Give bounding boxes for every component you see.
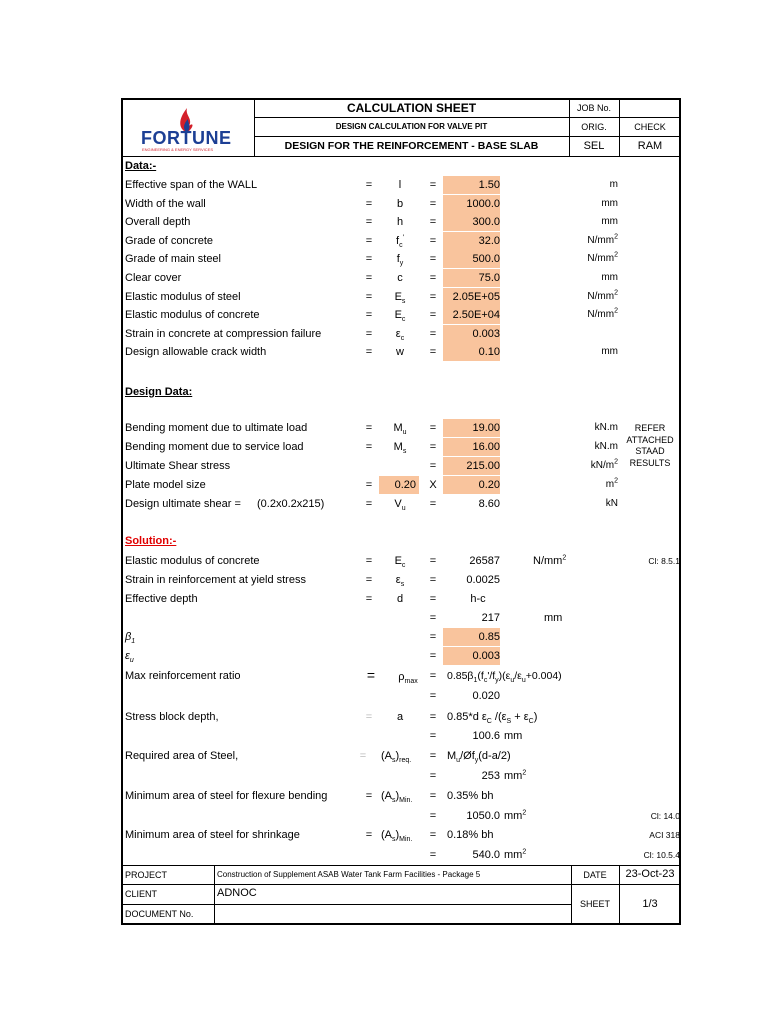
- data-row-value-1: 1000.0: [466, 197, 500, 210]
- check-value: RAM: [637, 140, 663, 152]
- data-row-eq2-4: =: [429, 253, 437, 266]
- data-row-unit-3: $N/mm^2$: [587, 233, 618, 246]
- as-min-flexure-value: 1050.0: [466, 810, 500, 822]
- as-min-shrinkage-unit: $mm^2$: [504, 848, 527, 861]
- a-symbol: a: [396, 711, 404, 723]
- data-row-eq1-4: =: [365, 253, 373, 266]
- check-label: CHECK: [634, 122, 666, 132]
- data-row-label-5: Clear cover: [125, 272, 182, 284]
- aci-318-ref: ACI 318: [649, 830, 680, 840]
- rho-expression: $0.85\beta_1(f_c'/f_y)(\varepsilon_u/\varepsilon_u+0.004)$: [447, 670, 562, 685]
- as-req-expression: $M_u/Øf_y(d-a/2)$: [447, 750, 511, 765]
- data-row-label-9: Design allowable crack width: [125, 346, 267, 359]
- design-row-unit-3: $m^2$: [605, 477, 618, 490]
- project-value: Construction of Supplement ASAB Water Tank Farm Facilities - Package 5: [217, 870, 481, 879]
- data-row-eq1-7: =: [365, 309, 373, 322]
- es-symbol: $\varepsilon_s$: [395, 574, 405, 589]
- data-row-value-8: 0.003: [472, 327, 500, 340]
- data-row-value-3: 32.0: [478, 234, 500, 247]
- data-row-eq1-3: =: [365, 234, 373, 247]
- data-row-eq1-9: =: [365, 346, 373, 359]
- design-row-unit-4: kN: [605, 498, 618, 509]
- data-row-unit-0: m: [609, 179, 618, 190]
- design-row-eq2-2: =: [429, 460, 437, 472]
- design-row-eq1-1: =: [365, 441, 373, 453]
- design-row-eq2-1: =: [429, 441, 437, 453]
- document-no-label: DOCUMENT No.: [125, 909, 194, 919]
- design-row-eq2-0: =: [429, 422, 437, 434]
- data-row-value-4: 500.0: [472, 253, 500, 266]
- data-row-eq2-5: =: [429, 272, 437, 284]
- ec-clause-ref: Cl: 8.5.1: [648, 556, 680, 566]
- data-row-label-0: Effective span of the WALL: [125, 179, 258, 191]
- d-expression: h-c: [470, 593, 486, 605]
- project-label: PROJECT: [125, 870, 168, 880]
- data-row-unit-4: $N/mm^2$: [587, 252, 618, 265]
- data-row-unit-9: mm: [601, 346, 618, 358]
- data-row-symbol-7: $E_c$: [394, 309, 406, 324]
- design-row-label-4: Design ultimate shear =: [125, 498, 241, 510]
- data-row-unit-1: mm: [601, 197, 618, 209]
- section-data-heading: Data:-: [125, 160, 157, 172]
- a-label: Stress block depth,: [125, 711, 219, 723]
- as-min-shrinkage-ref: Cl: 10.5.4: [643, 850, 680, 860]
- data-row-eq1-2: =: [365, 216, 373, 229]
- ec-unit: $N/mm^2$: [533, 554, 567, 567]
- as-req-label: Required area of Steel,: [125, 750, 239, 762]
- data-row-label-7: Elastic modulus of concrete: [125, 309, 260, 322]
- as-min-shrinkage-symbol: $(A_s)_{Min.}$: [381, 829, 413, 844]
- es-label: Strain in reinforcement at yield stress: [125, 574, 306, 586]
- beta-label: $\beta_1$: [125, 631, 136, 646]
- data-row-value-7: 2.50E+04: [452, 309, 500, 322]
- design-row-unit-0: kN.m: [594, 422, 618, 433]
- data-row-eq2-2: =: [429, 216, 437, 229]
- design-row-unit-1: kN.m: [594, 441, 618, 452]
- ec-label: Elastic modulus of concrete: [125, 555, 260, 567]
- refer-staad-note: REFER ATTACHED STAAD RESULTS: [626, 423, 674, 468]
- data-row-symbol-0: l: [398, 179, 402, 191]
- eu-label: $\varepsilon_u$: [125, 650, 134, 665]
- as-req-value: 253: [481, 770, 500, 782]
- data-row-value-0: 1.50: [478, 179, 500, 191]
- data-row-value-6: 2.05E+05: [452, 290, 500, 303]
- data-row-label-8: Strain in concrete at compression failure: [125, 327, 322, 340]
- sheet-label: SHEET: [579, 899, 610, 909]
- design-row-label-2: Ultimate Shear stress: [125, 460, 231, 472]
- d-label: Effective depth: [125, 593, 198, 605]
- beta-value: 0.85: [478, 631, 500, 643]
- date-value: 23-Oct-23: [625, 868, 675, 880]
- design-row-label-3: Plate model size: [125, 479, 206, 491]
- design-row-symbol-0: $M_u$: [393, 422, 407, 437]
- ec-value: 26587: [469, 555, 500, 567]
- data-row-symbol-1: b: [396, 197, 404, 210]
- company-logo-subtitle: ENGINEERING & ENERGY SERVICES: [142, 147, 213, 152]
- data-row-eq2-7: =: [429, 309, 437, 322]
- data-row-symbol-8: $\varepsilon_c$: [395, 327, 405, 342]
- a-unit: mm: [504, 730, 523, 742]
- design-row-value-0: 19.00: [472, 422, 500, 434]
- section-solution-heading: Solution:-: [125, 535, 177, 547]
- design-row-symbol-4: $V_u$: [394, 498, 406, 513]
- as-min-flexure-symbol: $(A_s)_{Min.}$: [381, 790, 413, 805]
- data-row-label-6: Elastic modulus of steel: [125, 290, 241, 303]
- design-row-eq1-4: =: [365, 498, 373, 510]
- design-row-unit-2: $kN/m^2$: [590, 458, 618, 471]
- rho-label: Max reinforcement ratio: [125, 670, 241, 682]
- design-row-eq2-3: X: [429, 479, 437, 491]
- job-no-label: JOB No.: [576, 103, 611, 113]
- a-value: 100.6: [472, 730, 500, 742]
- data-row-unit-5: mm: [601, 272, 618, 283]
- design-row-value-1: 16.00: [472, 441, 500, 453]
- design-row-eq2-4: =: [429, 498, 437, 510]
- d-value: 217: [481, 612, 500, 624]
- data-row-symbol-2: h: [396, 216, 404, 229]
- data-row-symbol-4: $f_y$: [396, 253, 404, 268]
- data-row-unit-6: $N/mm^2$: [587, 289, 618, 302]
- data-row-symbol-5: c: [397, 272, 403, 284]
- calculation-sheet: FORTUNE ENGINEERING & ENERGY SERVICES CALCULATION SHEET DESIGN CALCULATION FOR VALVE PIT DESIGN FOR THE REINFORCEMENT - BASE SLAB JOB No. ORIG. CHECK SEL RAM Data:- Effective span of the WALL = l = 1.50 m Width of the wall = b = 1000.0 mm Overall depth = h = 300.0 mm Grade of concrete = $f_c'$ = 32.0 $N/mm^2$ Grade of main steel = $f_y$ = 500.0 $N/mm^2$ Clear cover = c = 75.0 mm Elastic modulus of steel = $E_s$ = 2.05E+05 $N/mm^2$ Elastic modulus of concrete = $E_c$ = 2.50E+04 $N/mm^2$ Strain in concrete at compression failure = $\varepsilon_c$ = 0.003 Design allowable crack width = w = 0.10 mm Design Data: Bending moment due to ultimate load = $M_u$ = 19.00 kN.m Bending moment due to service load = $M_s$ = 16.00 kN.m Ultimate Shear stress = 215.00 $kN/m^2$ Plate model size = 0.20 X 0.20 $m^2$ Design ultimate shear = (0.2x0.2x215) = $V_u$ = 8.60 kN REFER ATTACHED STAAD RESULTS Solution:- Elastic modulus of concrete = $E_c$ = 26587 $N/mm^2$ Cl: 8.5.1 Strain in reinforcement at yield stress = $\varepsilon_s$ = 0.0025 Effective depth = d = h-c = 217 mm $\beta_1$ = 0.85 $\varepsilon_u$ = 0.003 Max reinforcement ratio = $\rho_{max}$ = $0.85\beta_1(f_c'/f_y)(\varepsilon_u/\varepsilon_u+0.004)$ = 0.020 Stress block depth, = a = 0.85*d $\varepsilon_C$ $/(\varepsilon_S + \varepsilon_C)$ = 100.6 mm Required area of Steel, = $(A_s)_{req.}$ = $M_u/Øf_y(d-a/2)$ = 253 $mm^2$ Minimum area of steel for flexure bending = $(A_s)_{Min.}$ = 0.35% bh = 1050.0 $mm^2$ Cl: 14.0 Minimum area of steel for shrinkage = $(A_s)_{Min.}$ = 0.18% bh ACI 318 = 540.0 $mm^2$ Cl: 10.5.4 PROJECT Construction of Supplement ASAB Water Tank Farm Facilities - Package 5 DATE 23-Oct-23 CLIENT ADNOC SHEET 1/3 DOCUMENT No.: [121, 98, 681, 925]
- data-row-eq1-1: =: [365, 197, 373, 210]
- orig-label: ORIG.: [581, 122, 607, 132]
- data-row-label-1: Width of the wall: [125, 197, 206, 210]
- eu-value: 0.003: [472, 650, 500, 662]
- data-row-eq1-6: =: [365, 290, 373, 303]
- data-row-eq1-5: =: [365, 272, 373, 284]
- design-row-eq1-0: =: [365, 422, 373, 434]
- data-row-value-2: 300.0: [472, 216, 500, 229]
- data-row-label-4: Grade of main steel: [125, 253, 221, 266]
- data-row-unit-7: $N/mm^2$: [587, 307, 618, 321]
- design-row-value-2: 215.00: [466, 460, 500, 472]
- design-row-symbol-3: 0.20: [394, 479, 416, 491]
- design-row-symbol-1: $M_s$: [393, 441, 407, 456]
- company-logo-text: FORTUNE: [141, 128, 232, 148]
- design-row-label-1: Bending moment due to service load: [125, 441, 304, 453]
- client-value: ADNOC: [217, 887, 257, 899]
- as-min-shrinkage-label: Minimum area of steel for shrinkage: [125, 829, 300, 841]
- sheet-subtitle: DESIGN CALCULATION FOR VALVE PIT: [335, 122, 488, 131]
- as-min-flexure-ref: Cl: 14.0: [650, 811, 680, 821]
- d-symbol: d: [396, 593, 404, 605]
- as-min-flexure-label: Minimum area of steel for flexure bending: [125, 790, 328, 802]
- rho-value: 0.020: [472, 690, 500, 702]
- design-row-extra-4: (0.2x0.2x215): [257, 498, 325, 510]
- section-design-data-heading: Design Data:: [125, 386, 193, 398]
- client-label: CLIENT: [125, 889, 158, 899]
- data-row-eq2-1: =: [429, 197, 437, 210]
- data-row-eq2-9: =: [429, 346, 437, 359]
- data-row-label-2: Overall depth: [125, 216, 191, 229]
- data-row-eq1-0: =: [365, 179, 373, 191]
- data-row-value-5: 75.0: [478, 272, 500, 284]
- design-row-eq1-3: =: [365, 479, 373, 491]
- data-row-unit-2: mm: [601, 216, 618, 228]
- sheet-value: 1/3: [642, 898, 658, 910]
- ec-symbol: $E_c$: [394, 555, 406, 570]
- data-row-symbol-3: $f_c'$: [396, 234, 404, 249]
- as-req-symbol: $(A_s)_{req.}$: [381, 750, 412, 765]
- sheet-title: CALCULATION SHEET: [346, 101, 477, 115]
- as-req-unit: $mm^2$: [504, 769, 527, 782]
- d-unit: mm: [544, 612, 563, 624]
- orig-value: SEL: [583, 140, 605, 152]
- data-row-eq2-8: =: [429, 327, 437, 340]
- date-label: DATE: [583, 870, 607, 880]
- as-min-flexure-unit: $mm^2$: [504, 809, 527, 822]
- data-row-eq2-6: =: [429, 290, 437, 303]
- data-row-eq2-3: =: [429, 234, 437, 247]
- rho-symbol: $\rho_{max}$: [398, 671, 418, 686]
- data-row-value-9: 0.10: [478, 346, 500, 359]
- data-row-symbol-6: $E_s$: [394, 290, 406, 305]
- design-for-title: DESIGN FOR THE REINFORCEMENT - BASE SLAB: [284, 140, 539, 152]
- as-min-flexure-expression: 0.35% bh: [447, 790, 494, 802]
- design-row-value-3: 0.20: [478, 479, 500, 491]
- design-row-label-0: Bending moment due to ultimate load: [125, 422, 308, 434]
- design-row-value-4: 8.60: [478, 498, 500, 510]
- data-row-symbol-9: w: [396, 346, 404, 359]
- data-row-eq2-0: =: [429, 179, 437, 191]
- a-expression: 0.85*d $\varepsilon_C$ $/(\varepsilon_S + \varepsilon_C)$: [447, 711, 538, 726]
- data-row-eq1-8: =: [365, 327, 373, 340]
- as-min-shrinkage-expression: 0.18% bh: [447, 829, 494, 841]
- es-value: 0.0025: [466, 574, 500, 586]
- data-row-label-3: Grade of concrete: [125, 234, 214, 247]
- as-min-shrinkage-value: 540.0: [472, 849, 500, 861]
